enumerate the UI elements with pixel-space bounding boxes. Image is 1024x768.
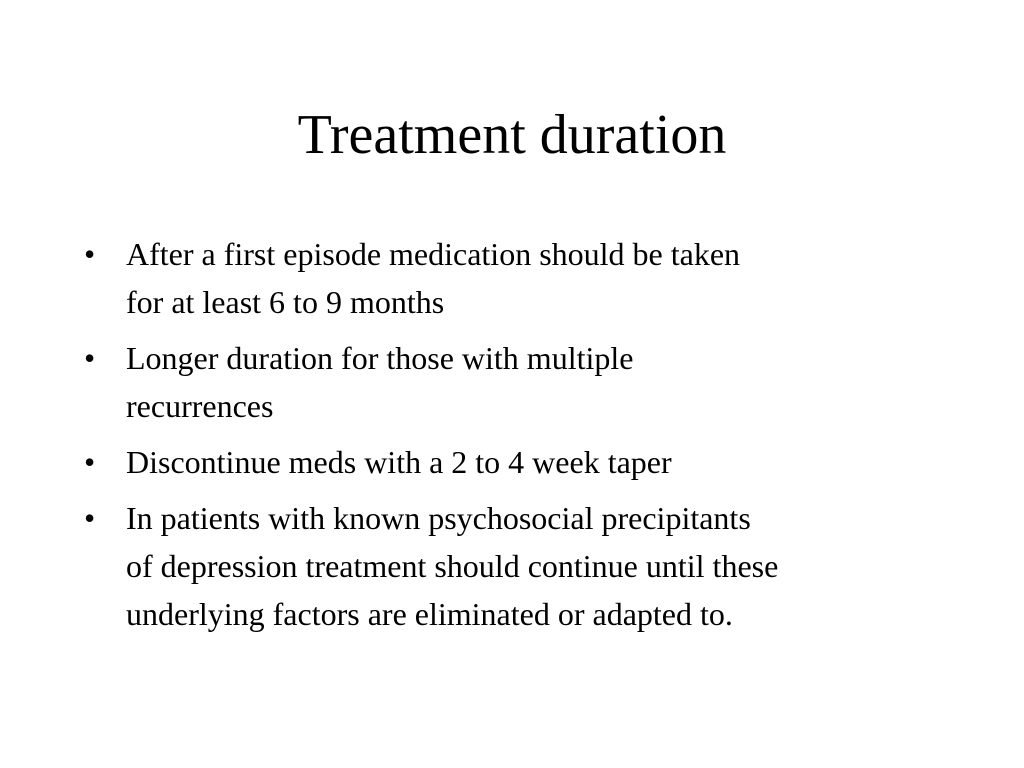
bullet-item-4 [84, 494, 964, 638]
bullet-item-1 [84, 230, 964, 326]
bullet-line: Discontinue meds with a 2 to 4 week taper [126, 444, 672, 480]
bullet-marker: • [84, 444, 96, 480]
bullet-marker: • [84, 500, 96, 536]
bullet-line: In patients with known psychosocial precipitants [126, 500, 751, 536]
bullet-line: of depression treatment should continue until these [126, 548, 779, 584]
bullet-line: underlying factors are eliminated or adapted to. [126, 596, 733, 632]
bullet-item-3 [84, 438, 964, 486]
bullet-line: After a first episode medication should be taken [126, 236, 741, 272]
bullet-text [126, 334, 964, 430]
bullet-marker: • [84, 340, 96, 376]
bullet-text [126, 494, 964, 638]
bullet-line: Longer duration for those with multiple [126, 340, 634, 376]
bullet-item-2 [84, 334, 964, 430]
slide-title: Treatment duration [297, 104, 727, 166]
bullet-text [126, 438, 964, 486]
bullet-marker: • [84, 236, 96, 272]
bullet-line: for at least 6 to 9 months [126, 284, 445, 320]
bullet-line: recurrences [126, 388, 274, 424]
bullet-list [84, 230, 964, 646]
bullet-text [126, 230, 964, 326]
